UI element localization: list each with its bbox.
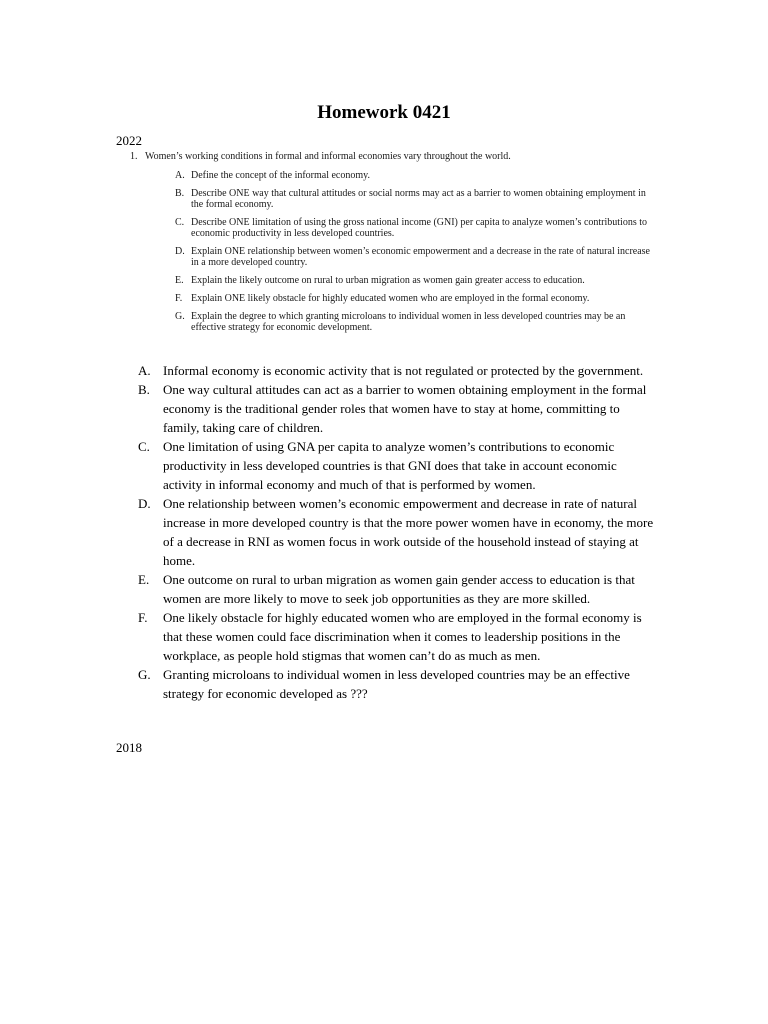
answer-letter: B. [138, 382, 150, 397]
section-year-2018: 2018 [116, 740, 142, 755]
section-year-2022: 2022 [116, 133, 142, 148]
question-part-letter: D. [175, 246, 185, 257]
answer-text: One limitation of using GNA per capita to analyze women’s contributions to economic productivity in less developed countries is that GNI does that take in account economic activity in informal economy and much of that is performed by women. [163, 439, 617, 492]
question-part [175, 188, 650, 210]
answer-letter: A. [138, 363, 151, 378]
answer-text: One likely obstacle for highly educated women who are employed in the formal economy is that these women could face discrimination when it comes to leadership positions in the workplace, as people hold stigmas that women can’t do as much as men. [163, 610, 642, 663]
answer-letter: G. [138, 667, 151, 682]
question-part-letter: G. [175, 311, 185, 322]
question-part-letter: C. [175, 217, 185, 228]
question-part-letter: E. [175, 275, 184, 286]
answer-letter: C. [138, 439, 150, 454]
answer-item [138, 380, 658, 437]
page-title: Homework 0421 [317, 102, 451, 123]
question-part [175, 246, 650, 268]
question-part-letter: A. [175, 170, 185, 181]
answer-item [138, 608, 658, 665]
question-part-text: Describe ONE limitation of using the gross national income (GNI) per capita to analyze women’s contributions to economic productivity in less developed countries. [191, 217, 647, 239]
answer-text: One way cultural attitudes can act as a barrier to women obtaining employment in the formal economy is the traditional gender roles that women have to stay at home, committing to family, taking care of children. [163, 382, 647, 435]
question-part [175, 275, 650, 286]
question-part [175, 217, 650, 239]
answer-letter: E. [138, 572, 150, 587]
question-part-text: Explain the degree to which granting microloans to individual women in less developed countries may be an effective strategy for economic development. [191, 311, 626, 333]
answer-text: One outcome on rural to urban migration as women gain gender access to education is that women are more likely to move to seek job opportunities as they are more skilled. [163, 572, 635, 606]
answer-item [138, 570, 658, 608]
answer-text: Granting microloans to individual women in less developed countries may be an effective strategy for economic developed as ??? [163, 667, 630, 701]
question-part-text: Describe ONE way that cultural attitudes or social norms may act as a barrier to women obtaining employment in the formal economy. [191, 188, 646, 210]
question-stem [130, 151, 650, 162]
answer-item [138, 361, 658, 380]
question-part [175, 293, 650, 304]
answer-letter: F. [138, 610, 148, 625]
question-stem-text: Women’s working conditions in formal and informal economies vary throughout the world. [145, 151, 511, 162]
answer-item [138, 494, 658, 570]
answer-list [138, 361, 658, 703]
question-part-letter: F. [175, 293, 183, 304]
answer-text: Informal economy is economic activity that is not regulated or protected by the government. [163, 363, 644, 378]
answer-text: One relationship between women’s economic empowerment and decrease in rate of natural increase in more developed country is that the more power women have in economy, the more of a decrease in RNI as women focus in work outside of the household instead of staying at home. [163, 496, 654, 568]
question-part-text: Explain the likely outcome on rural to urban migration as women gain greater access to education. [191, 275, 585, 286]
question-part-letter: B. [175, 188, 185, 199]
question-image [130, 151, 650, 340]
question-number: 1. [130, 151, 138, 162]
question-parts [175, 170, 650, 333]
question-part-text: Explain ONE relationship between women’s economic empowerment and a decrease in the rate of natural increase in a more developed country. [191, 246, 650, 268]
answer-letter: D. [138, 496, 151, 511]
question-part [175, 170, 650, 181]
answer-item [138, 665, 658, 703]
question-part-text: Define the concept of the informal economy. [191, 170, 371, 181]
answer-item [138, 437, 658, 494]
question-part [175, 311, 650, 333]
question-part-text: Explain ONE likely obstacle for highly educated women who are employed in the formal economy. [191, 293, 590, 304]
